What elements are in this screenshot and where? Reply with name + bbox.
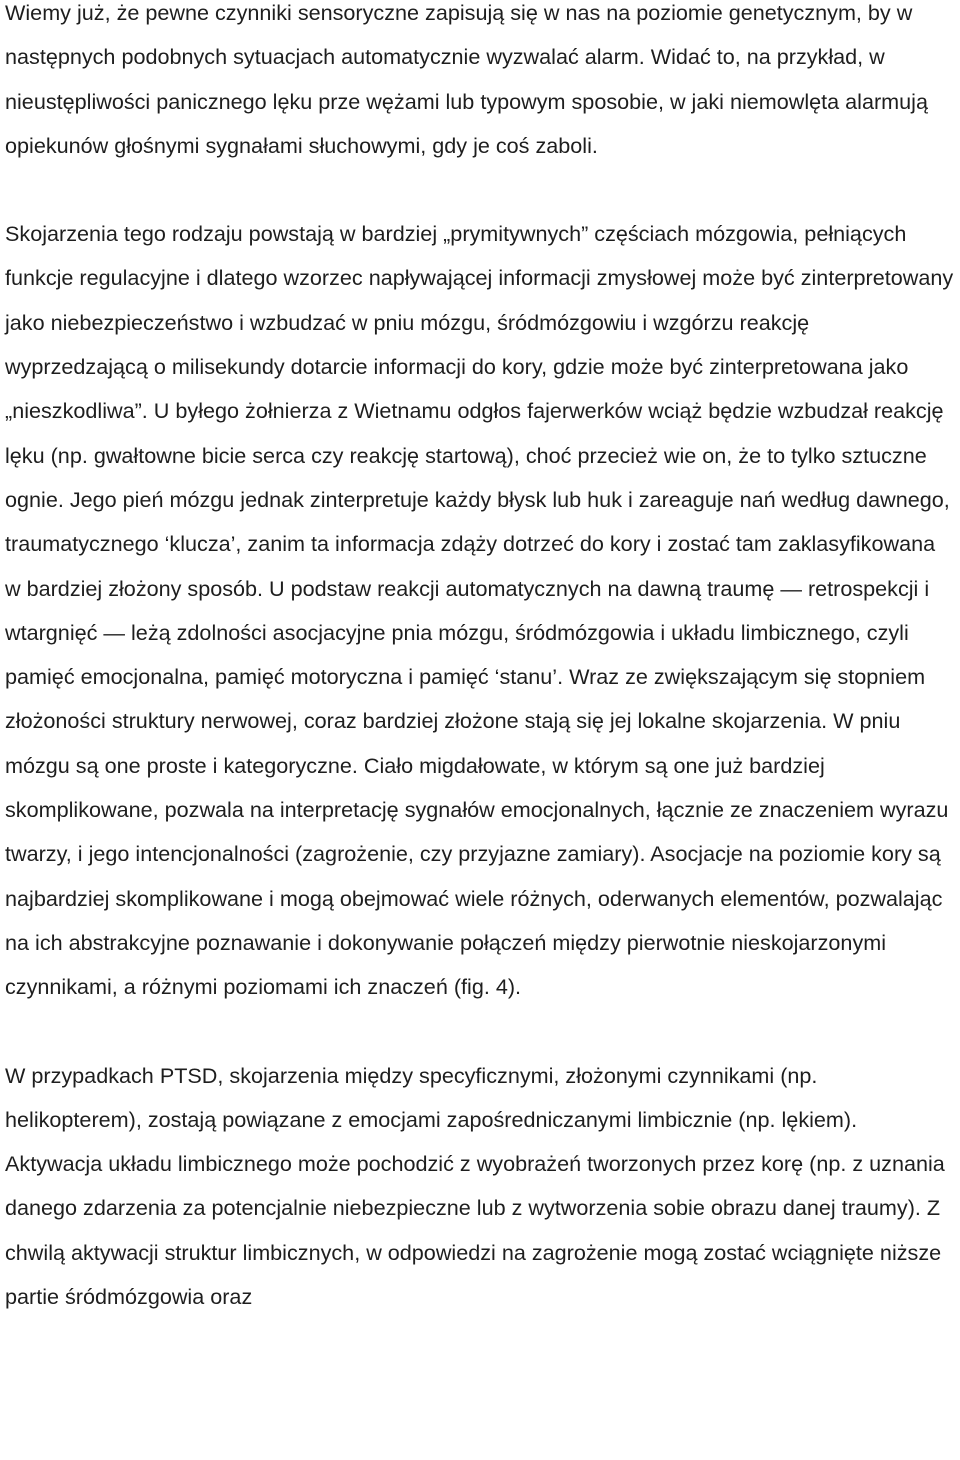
- paragraph-sensory-factors: Wiemy już, że pewne czynniki sensoryczne zapisują się w nas na poziomie genetycznym, by w następnych podobnych sytuacjach automatycznie wyzwalać alarm. Widać to, na przykład, w nieustępliwości panicznego lęku prze wężami lub typowym sposobie, w jaki niemowlęta alarmują opiekunów głośnymi sygnałami słuchowymi, gdy je coś zaboli.: [5, 0, 928, 158]
- paragraph-associations: Skojarzenia tego rodzaju powstają w bardziej „prymitywnych” częściach mózgowia, pełniących funkcje regulacyjne i dlatego wzorzec napływającej informacji zmysłowej może być zinterpretowany jako niebezpieczeństwo i wzbudzać w pniu mózgu, śródmózgowiu i wzgórzu reakcję wyprzedzającą o milisekundy dotarcie informacji do kory, gdzie może być zinterpretowana jako „nieszkodliwa”. U byłego żołnierza z Wietnamu odgłos fajerwerków wciąż będzie wzbudzał reakcję lęku (np. gwałtowne bicie serca czy reakcję startową), choć przecież wie on, że to tylko sztuczne ognie. Jego pień mózgu jednak zinterpretuje każdy błysk lub huk i zareaguje nań według dawnego, traumatycznego ‘klucza’, zanim ta informacja zdąży dotrzeć do kory i zostać tam zaklasyfikowana w bardziej złożony sposób. U podstaw reakcji automatycznych na dawną traumę — retrospekcji i wtargnięć — leżą zdolności asocjacyjne pnia mózgu, śródmózgowia i układu limbicznego, czyli pamięć emocjonalna, pamięć motoryczna i pamięć ‘stanu’. Wraz ze zwiększającym się stopniem złożoności struktury nerwowej, coraz bardziej złożone stają się jej lokalne skojarzenia. W pniu mózgu są one proste i kategoryczne. Ciało migdałowate, w którym są one już bardziej skomplikowane, pozwala na interpretację sygnałów emocjonalnych, łącznie ze znaczeniem wyrazu twarzy, i jego intencjonalności (zagrożenie, czy przyjazne zamiary). Asocjacje na poziomie kory są najbardziej skomplikowane i mogą obejmować wiele różnych, oderwanych elementów, pozwalając na ich abstrakcyjne poznawanie i dokonywanie połączeń między pierwotnie nieskojarzonymi czynnikami, a różnymi poziomami ich znaczeń (fig. 4).: [5, 221, 954, 1000]
- paragraph-ptsd: W przypadkach PTSD, skojarzenia między specyficznymi, złożonymi czynnikami (np. helikopterem), zostają powiązane z emocjami zapośredniczanymi limbicznie (np. lękiem). Aktywacja układu limbicznego może pochodzić z wyobrażeń tworzonych przez korę (np. z uznania danego zdarzenia za potencjalnie niebezpieczne lub z wytworzenia sobie obrazu danej traumy). Z chwilą aktywacji struktur limbicznych, w odpowiedzi na zagrożenie mogą zostać wciągnięte niższe partie śródmózgowia oraz: [5, 1062, 945, 1310]
